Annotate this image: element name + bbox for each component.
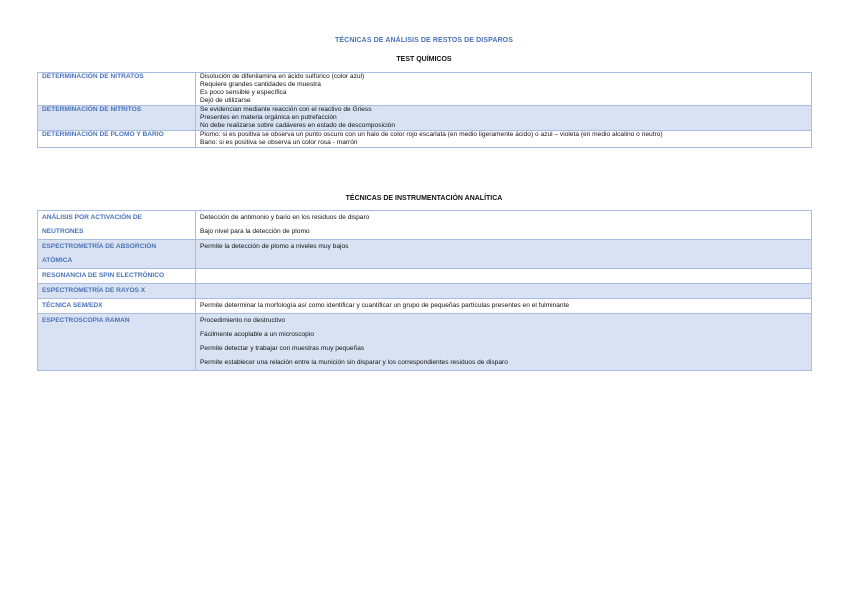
row-label — [38, 106, 196, 131]
row-label-line: NEUTRONES — [42, 228, 84, 235]
table-row — [38, 269, 812, 284]
description-line: Permite detectar y trabajar con muestras muy pequeñas — [200, 345, 365, 352]
description-line: Es poco sensible y específica — [200, 89, 287, 96]
row-description — [196, 106, 812, 131]
description-line: No debe realizarse sobre cadáveres en estado de descomposición — [200, 122, 395, 129]
description-line: Bajo nivel para la detección de plomo — [200, 228, 310, 235]
table-row — [38, 284, 812, 299]
description-line: Permite establecer una relación entre la munición sin disparar y los correspondientes residuos de disparo — [200, 359, 508, 366]
row-description — [196, 269, 812, 284]
row-label — [38, 211, 196, 240]
row-label — [38, 240, 196, 269]
row-label — [38, 314, 196, 371]
row-label-line: ESPECTROMETRÍA DE RAYOS X — [42, 287, 146, 294]
section-title-chemical-tests: TEST QUÍMICOS — [396, 56, 452, 63]
row-label-line: RESONANCIA DE SPIN ELECTRÓNICO — [42, 272, 165, 279]
row-label-line: DETERMINACIÓN DE NITRATOS — [42, 73, 144, 80]
description-line: Detección de antimonio y bario en los residuos de disparo — [200, 214, 370, 221]
table-row — [38, 106, 812, 131]
description-line: Permite determinar la morfología así como identificar y cuantificar un grupo de pequeñas partículas presentes en el fulminante — [200, 302, 570, 309]
description-line: Requiere grandes cantidades de muestra — [200, 81, 321, 88]
row-label-line: DETERMINACIÓN DE NITRITOS — [42, 106, 142, 113]
row-label — [38, 299, 196, 314]
description-line — [200, 269, 807, 283]
chemical-tests-table — [37, 72, 812, 148]
description-line: Se evidencian mediante reacción con el reactivo de Griess — [200, 106, 372, 113]
row-description — [196, 314, 812, 371]
table-row — [38, 299, 812, 314]
description-line: Presentes en materia orgánica en putrefacción — [200, 114, 337, 121]
row-label-line: ATÓMICA — [42, 257, 73, 264]
row-description — [196, 211, 812, 240]
row-label-line: TÉCNICA SEM/EDX — [42, 302, 103, 309]
row-description — [196, 284, 812, 299]
description-line: Plomo: si es positiva se observa un punto oscuro con un halo de color rojo escarlata (en medio ligeramente ácido) o azul – violeta (en medio alcalino o neutro) — [200, 131, 663, 138]
row-label-line: ESPECTROSCOPIA RAMAN — [42, 317, 130, 324]
description-line — [200, 284, 807, 298]
row-description — [196, 131, 812, 148]
description-line: Procedimiento no destructivo — [200, 317, 286, 324]
instrumental-techniques-table — [37, 210, 812, 371]
row-label-line: ANÁLISIS POR ACTIVACIÓN DE — [42, 214, 143, 221]
description-line: Bario: si es positiva se observa un color rosa - marrón — [200, 139, 358, 146]
table-row — [38, 131, 812, 148]
row-label-line: ESPECTROMETRÍA DE ABSORCIÓN — [42, 243, 157, 250]
row-label — [38, 131, 196, 148]
description-line: Fácilmente acoplable a un microscopio — [200, 331, 314, 338]
table-row — [38, 211, 812, 240]
section-title-instrumental-techniques: TÉCNICAS DE INSTRUMENTACIÓN ANALÍTICA — [345, 195, 503, 202]
description-line: Dejó de utilizarse — [200, 97, 251, 104]
description-line: Permite la detección de plomo a niveles muy bajos — [200, 243, 349, 250]
row-label-line: DETERMINACIÓN DE PLOMO Y BARIO — [42, 131, 164, 138]
row-description — [196, 299, 812, 314]
table-row — [38, 73, 812, 106]
row-label — [38, 284, 196, 299]
document-title: TÉCNICAS DE ANÁLISIS DE RESTOS DE DISPAROS — [335, 37, 513, 44]
description-line: Disolución de difenilamina en ácido sulfúrico (color azul) — [200, 73, 365, 80]
row-description — [196, 240, 812, 269]
row-description — [196, 73, 812, 106]
table-row — [38, 240, 812, 269]
row-label — [38, 73, 196, 106]
table-row — [38, 314, 812, 371]
row-label — [38, 269, 196, 284]
